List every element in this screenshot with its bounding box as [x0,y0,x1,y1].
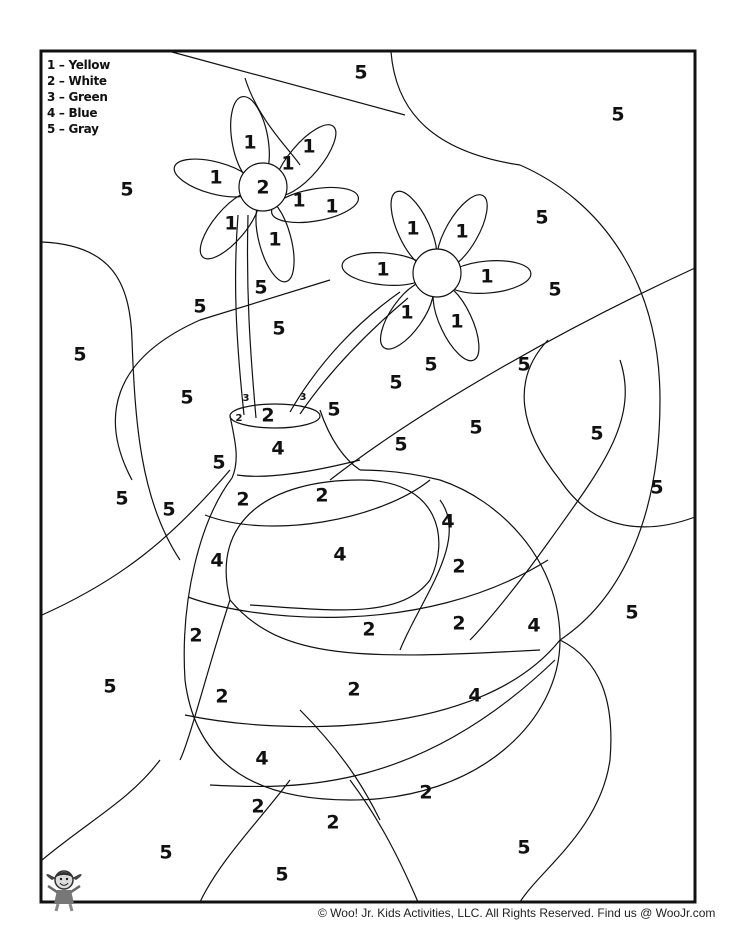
region-number: 5 [650,476,664,499]
region-number: 2 [215,685,229,708]
region-number: 5 [590,422,604,445]
region-number: 1 [281,152,295,175]
region-number: 1 [376,258,390,281]
vase-band [185,640,560,727]
region-number: 5 [103,675,117,698]
vase-neck [230,410,360,478]
region-number: 2 [419,781,433,804]
region-number: 2 [261,404,275,427]
region-line [391,52,520,165]
region-number: 2 [315,484,329,507]
region-number: 5 [517,836,531,859]
region-line [115,276,330,480]
region-number: 4 [468,684,482,707]
flower-center [413,249,461,297]
region-number: 5 [159,841,173,864]
region-number: 1 [224,212,238,235]
region-number: 1 [292,189,306,212]
stem [300,298,408,414]
region-number: 5 [212,451,226,474]
region-number: 1 [455,220,469,243]
region-number: 5 [469,416,483,439]
region-number: 2 [452,612,466,635]
color-legend [47,57,110,137]
region-number: 4 [441,510,455,533]
region-line [42,760,160,860]
region-line [520,165,660,640]
region-line [470,360,625,640]
stem [236,215,244,415]
region-number: 5 [611,103,625,126]
region-number: 2 [236,488,250,511]
region-line [42,242,180,560]
legend-item-4: 4 – Blue [47,106,98,120]
region-number: 5 [254,276,268,299]
region-number: 2 [347,678,361,701]
region-number: 5 [389,371,403,394]
region-number: 2 [362,618,376,641]
region-number: 4 [210,549,224,572]
region-number: 2 [326,811,340,834]
girl-mascot-icon [44,866,84,912]
region-number: 5 [120,178,134,201]
region-number: 1 [450,310,464,333]
region-number: 5 [535,206,549,229]
vase-rim [230,404,320,428]
legend-item-2: 2 – White [47,74,107,88]
region-number: 2 [235,413,243,424]
region-line [172,52,405,115]
region-number: 4 [255,747,269,770]
region-number: 5 [73,343,87,366]
region-number: 5 [394,433,408,456]
region-number: 1 [209,166,223,189]
region-number: 5 [548,278,562,301]
region-number: 4 [333,543,347,566]
region-number: 5 [275,863,289,886]
region-number: 2 [189,624,203,647]
region-number: 3 [299,392,307,403]
legend-item-3: 3 – Green [47,90,108,104]
region-number: 1 [325,195,339,218]
region-number: 5 [193,295,207,318]
region-number: 5 [162,498,176,521]
region-line [524,340,695,527]
region-number: 2 [256,176,270,199]
stem [247,215,256,418]
region-number: 5 [517,353,531,376]
region-number: 2 [452,555,466,578]
region-number: 5 [424,353,438,376]
region-number: 1 [243,131,257,154]
page-border [41,51,695,902]
region-number: 1 [268,228,282,251]
region-number: 4 [527,614,541,637]
region-number: 1 [302,135,316,158]
region-number: 1 [400,301,414,324]
region-line [42,470,230,615]
vase-swirl [230,600,540,655]
region-number: 5 [327,398,341,421]
vase-swirl [180,600,230,760]
copyright-footer: © Woo! Jr. Kids Activities, LLC. All Rights Reserved. Find us @ WooJr.com [318,906,716,920]
region-number: 5 [625,601,639,624]
region-number: 5 [272,317,286,340]
region-number: 2 [251,795,265,818]
legend-item-1: 1 – Yellow [47,58,110,72]
region-number: 5 [180,386,194,409]
region-line [330,265,695,480]
region-number: 5 [115,487,129,510]
legend-item-5: 5 – Gray [47,122,99,136]
region-number: 5 [354,61,368,84]
vase-neck-band [237,460,360,476]
region-number: 4 [271,437,285,460]
region-number: 1 [406,217,420,240]
region-number: 1 [480,265,494,288]
region-number: 3 [242,393,250,404]
